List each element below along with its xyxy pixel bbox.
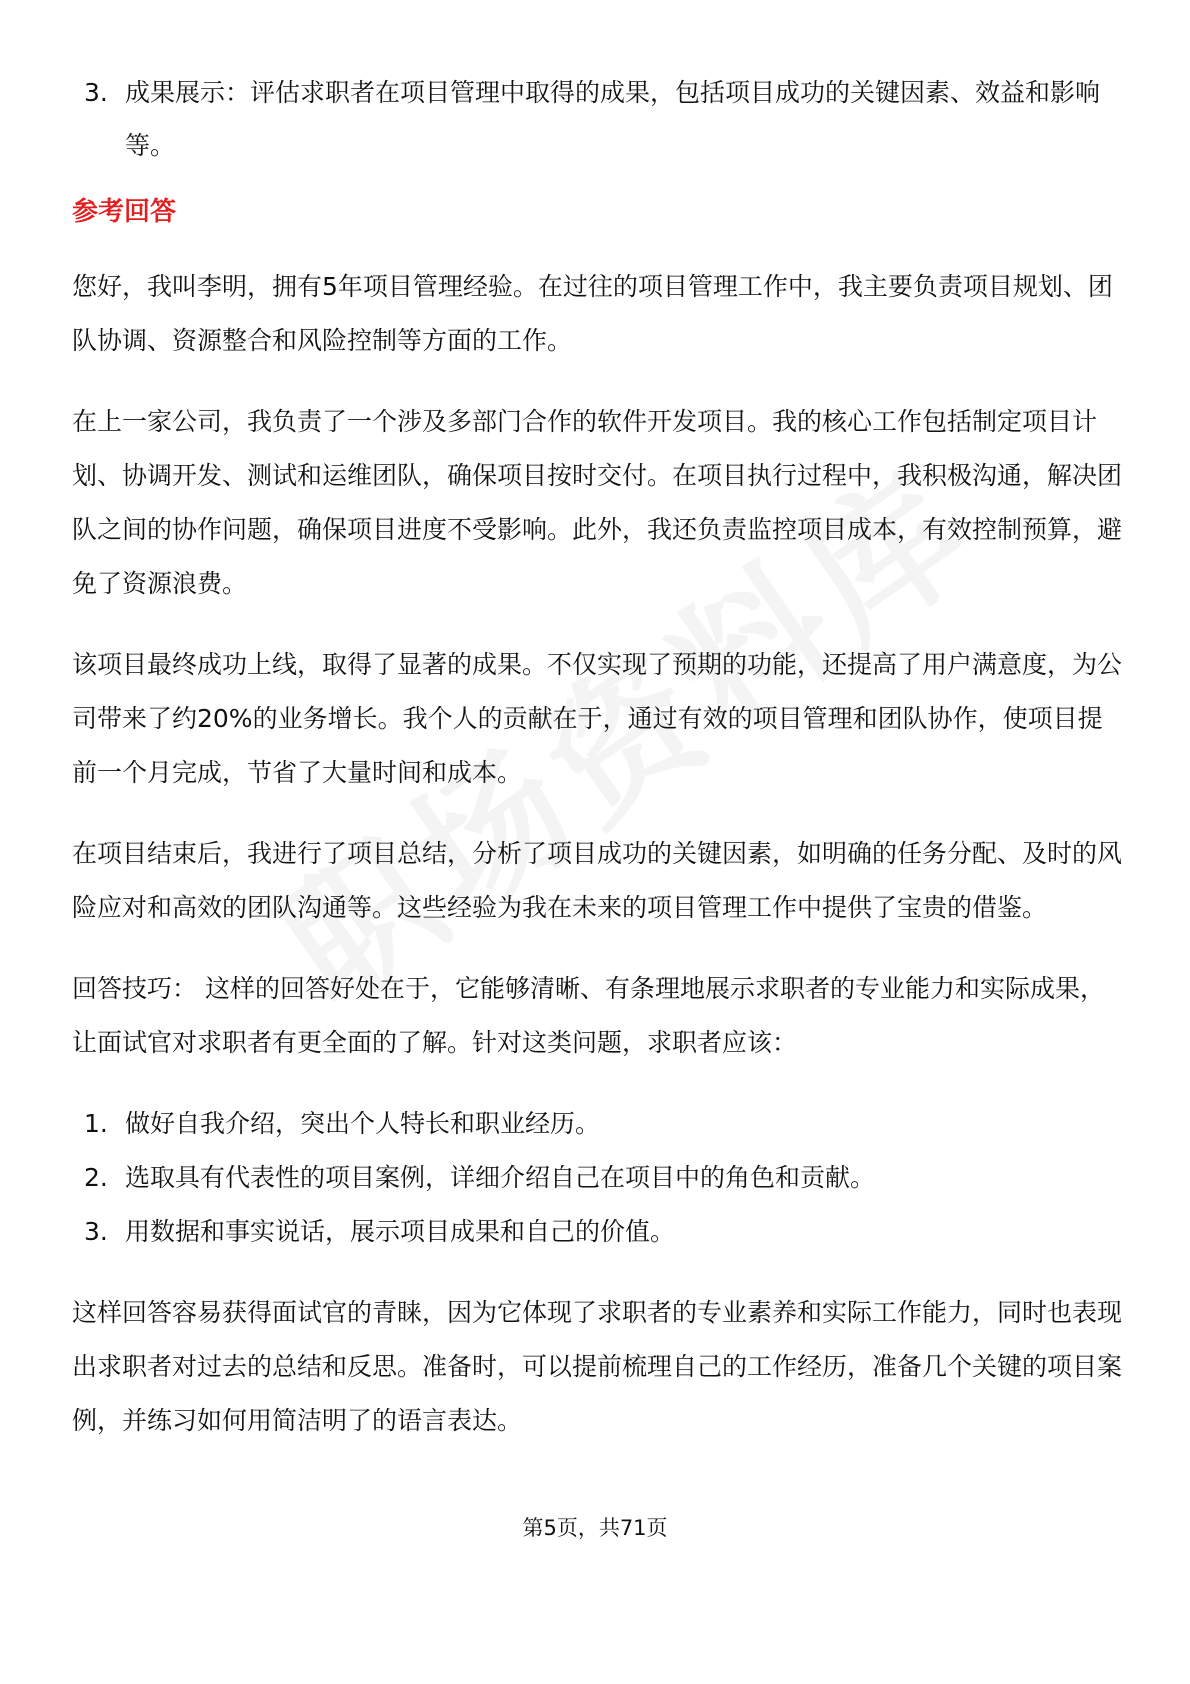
tips-list (72, 1097, 1122, 1259)
list-item (72, 1151, 1122, 1205)
page-footer: 第5页，共71页 (522, 1516, 668, 1540)
list-item-text: 用数据和事实说话，展示项目成果和自己的价值。 (125, 1217, 676, 1246)
paragraph: 在上一家公司，我负责了一个涉及多部门合作的软件开发项目。我的核心工作包括制定项目计划、协调开发、测试和运维团队，确保项目按时交付。在项目执行过程中，我积极沟通，解决团队之间的协作问题，确保项目进度不受影响。此外，我还负责监控项目成本，有效控制预算，避免了资源浪费。 (72, 407, 1123, 598)
paragraph: 您好，我叫李明，拥有5年项目管理经验。在过往的项目管理工作中，我主要负责项目规划、团队协调、资源整合和风险控制等方面的工作。 (72, 272, 1113, 355)
paragraph: 该项目最终成功上线，取得了显著的成果。不仅实现了预期的功能，还提高了用户满意度，为公司带来了约20%的业务增长。我个人的贡献在于，通过有效的项目管理和团队协作，使项目提前一个月完成，节省了大量时间和成本。 (72, 650, 1123, 787)
list-item-text: 做好自我介绍，突出个人特长和职业经历。 (125, 1109, 601, 1138)
list-item (72, 1097, 1122, 1151)
answer-tips-paragraph: 回答技巧： 这样的回答好处在于，它能够清晰、有条理地展示求职者的专业能力和实际成果，让面试官对求职者有更全面的了解。针对这类问题，求职者应该： (72, 974, 1105, 1057)
list-item-number: 3. (84, 78, 108, 107)
list-item (72, 1205, 1122, 1259)
closing-paragraph: 这样回答容易获得面试官的青睐，因为它体现了求职者的专业素养和实际工作能力，同时也表现出求职者对过去的总结和反思。准备时，可以提前梳理自己的工作经历，准备几个关键的项目案例，并练习如何用简洁明了的语言表达。 (72, 1298, 1123, 1435)
intro-list (72, 66, 1122, 172)
list-item-number: 3. (84, 1217, 108, 1246)
list-item-text: 成果展示：评估求职者在项目管理中取得的成果，包括项目成功的关键因素、效益和影响等。 (125, 78, 1101, 160)
list-item-number: 1. (84, 1109, 108, 1138)
list-item-number: 2. (84, 1163, 108, 1192)
section-heading: 参考回答 (72, 197, 177, 227)
list-item (72, 66, 1122, 172)
paragraph: 在项目结束后，我进行了项目总结，分析了项目成功的关键因素，如明确的任务分配、及时的风险应对和高效的团队沟通等。这些经验为我在未来的项目管理工作中提供了宝贵的借鉴。 (72, 839, 1123, 922)
document-body (72, 66, 1122, 1475)
list-item-text: 选取具有代表性的项目案例，详细介绍自己在项目中的角色和贡献。 (125, 1163, 876, 1192)
